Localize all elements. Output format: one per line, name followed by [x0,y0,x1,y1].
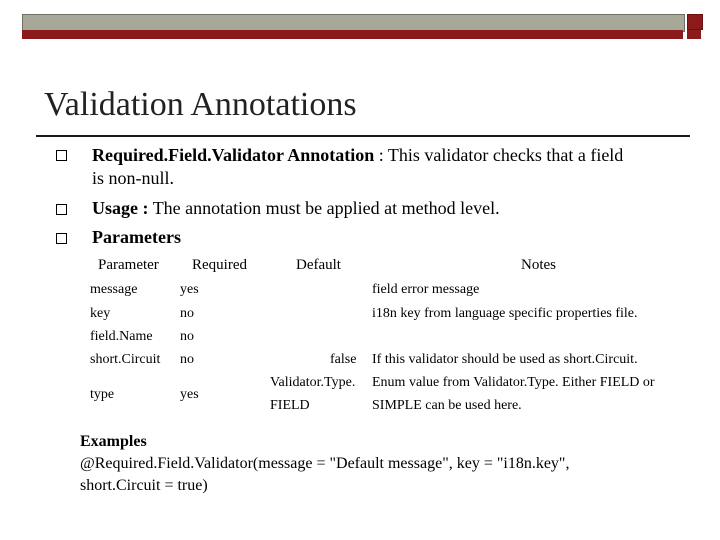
bullet-continuation [92,167,174,190]
bullet-required-field [92,144,623,167]
table-cell-required: yes [180,387,199,402]
examples-heading: Examples [80,433,147,450]
table-cell-default: FIELD [270,398,310,413]
bullet-bold-label: Usage : [92,198,149,218]
table-cell-notes: If this validator should be used as short.Circuit. [372,352,638,367]
bullet-square-icon [56,204,67,215]
bullet-usage [92,197,500,220]
example-code-line: short.Circuit = true) [80,477,208,494]
table-cell-notes: i18n key from language specific properties file. [372,306,638,321]
table-header-required: Required [192,257,247,273]
table-cell-required: no [180,352,194,367]
table-cell-param: type [90,387,115,402]
table-cell-required: no [180,329,194,344]
corner-square-top [687,14,703,30]
bullet-bold-label: Required.Field.Validator Annotation [92,145,375,165]
table-header-notes: Notes [521,257,556,273]
table-cell-param: key [90,306,111,321]
bullet-text: is non-null. [92,168,175,188]
bullet-text: : This validator checks that a field [378,145,624,165]
table-cell-param: message [90,282,138,297]
table-cell-notes: Enum value from Validator.Type. Either FIELD or [372,375,655,390]
table-cell-default: false [330,352,357,367]
top-accent-bar [22,30,683,39]
table-cell-param: short.Circuit [90,352,161,367]
table-cell-notes: field error message [372,282,480,297]
title-underline [36,135,690,137]
bullet-square-icon [56,150,67,161]
table-cell-notes: SIMPLE can be used here. [372,398,522,413]
examples-block [80,431,569,497]
corner-square-bottom [687,30,701,39]
table-cell-param: field.Name [90,329,153,344]
table-header-parameter: Parameter [98,257,159,273]
table-cell-default: Validator.Type. [270,375,356,390]
bullet-square-icon [56,233,67,244]
table-header-default: Default [296,257,341,273]
example-code-line: @Required.Field.Validator(message = "Default message", key = "i18n.key", [80,455,570,472]
bullet-text: The annotation must be applied at method level. [152,198,500,218]
table-cell-required: no [180,306,194,321]
bullet-parameters: Parameters [92,227,181,247]
slide-title: Validation Annotations [44,86,357,123]
table-cell-required: yes [180,282,199,297]
